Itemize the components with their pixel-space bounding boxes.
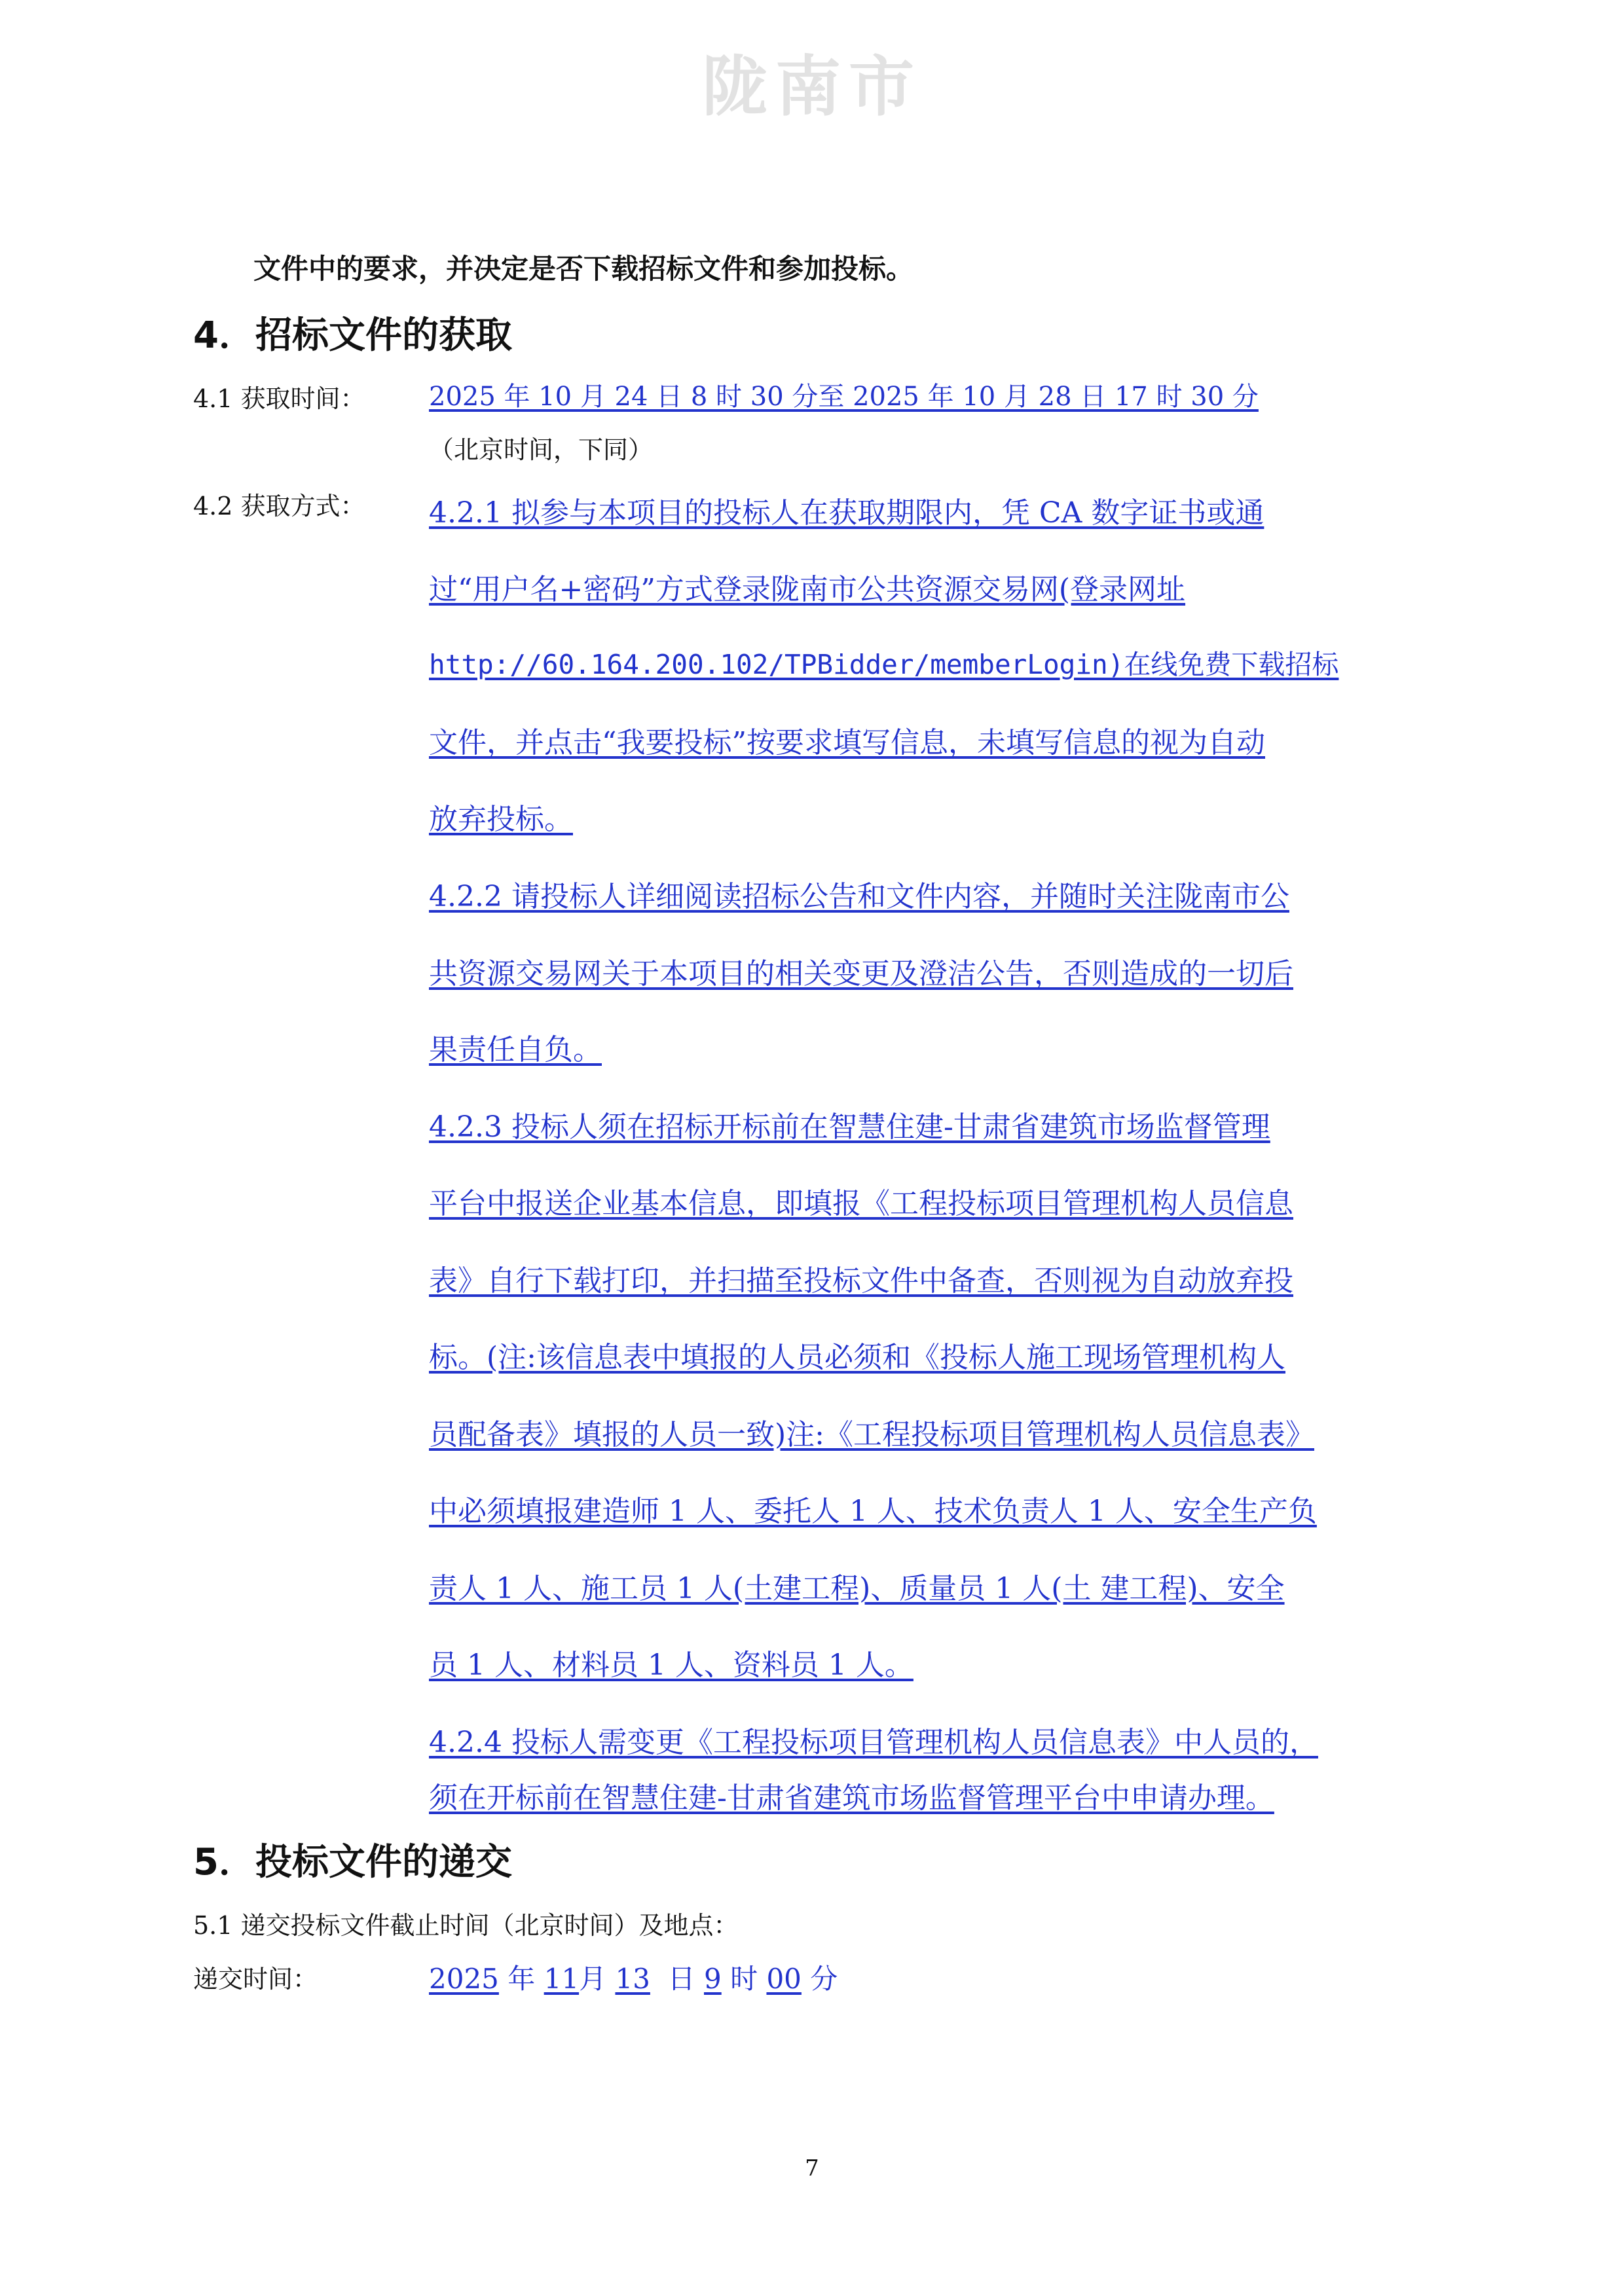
text-line: 4.2.2 请投标人详细阅读招标公告和文件内容，并随时关注陇南市公: [429, 880, 1289, 913]
text-line: 放弃投标。: [429, 803, 573, 836]
item-4-2-label: 4.2 获取方式：: [193, 492, 365, 520]
year-unit: 年: [507, 1963, 536, 1995]
section-5-heading: 5．投标文件的递交: [193, 1841, 512, 1884]
text-line: 过“用户名+密码”方式登录陇南市公共资源交易网(登录网址: [429, 573, 1186, 606]
text-line: 标。(注:该信息表中填报的人员必须和《投标人施工现场管理机构人: [429, 1341, 1285, 1374]
text-line: 文件，并点击“我要投标”按要求填写信息，未填写信息的视为自动: [429, 726, 1265, 759]
beijing-time-note: （北京时间，下同）: [429, 435, 654, 464]
text-line: 责人 1 人、施工员 1 人(土建工程)、质量员 1 人(土 建工程)、安全: [429, 1572, 1285, 1605]
submit-time-value: [429, 1958, 838, 1997]
item-4-1-label: 4.1 获取时间：: [193, 384, 365, 413]
submit-minute: 00: [766, 1963, 802, 1995]
text-line: 果责任自负。: [429, 1033, 602, 1066]
submit-month: 11: [544, 1963, 580, 1995]
text-line: 员配备表》填报的人员一致)注:《工程投标项目管理机构人员信息表》: [429, 1418, 1314, 1451]
intro-text: 文件中的要求，并决定是否下载招标文件和参加投标。: [253, 253, 914, 285]
hour-unit: 时: [730, 1963, 758, 1995]
acquisition-time-value: 2025 年 10 月 24 日 8 时 30 分至 2025 年 10 月 28 日 17 时 30 分: [429, 382, 1259, 412]
watermark: 陇南市: [702, 48, 922, 125]
submit-day: 13: [615, 1963, 650, 1995]
submit-hour: 9: [703, 1963, 722, 1995]
text-line: 4.2.4 投标人需变更《工程投标项目管理机构人员信息表》中人员的，: [429, 1726, 1318, 1759]
item-5-1-text: 5.1 递交投标文件截止时间（北京时间）及地点：: [193, 1911, 739, 1940]
login-url-link[interactable]: http://60.164.200.102/TPBidder/memberLogin)在线免费下载招标: [429, 649, 1339, 680]
text-line: 4.2.3 投标人须在招标开标前在智慧住建-甘肃省建筑市场监督管理: [429, 1110, 1270, 1144]
section-4-heading: 4．招标文件的获取: [193, 314, 512, 357]
text-line: 员 1 人、材料员 1 人、资料员 1 人。: [429, 1649, 913, 1682]
minute-unit: 分: [810, 1963, 838, 1995]
page-number: 7: [805, 2155, 819, 2181]
submit-time-label: 递交时间：: [193, 1965, 318, 1994]
text-line: 平台中报送企业基本信息，即填报《工程投标项目管理机构人员信息: [429, 1187, 1293, 1220]
text-line: 共资源交易网关于本项目的相关变更及澄洁公告，否则造成的一切后: [429, 957, 1293, 991]
submit-year: 2025: [429, 1963, 499, 1995]
text-line: 须在开标前在智慧住建-甘肃省建筑市场监督管理平台中申请办理。: [429, 1781, 1274, 1815]
day-unit: 日: [667, 1963, 695, 1995]
text-line: 表》自行下载打印，并扫描至投标文件中备查，否则视为自动放弃投: [429, 1264, 1293, 1298]
month-unit: 月: [579, 1963, 607, 1995]
text-line: 4.2.1 拟参与本项目的投标人在获取期限内，凭 CA 数字证书或通: [429, 496, 1264, 530]
text-line: 中必须填报建造师 1 人、委托人 1 人、技术负责人 1 人、安全生产负: [429, 1495, 1317, 1528]
